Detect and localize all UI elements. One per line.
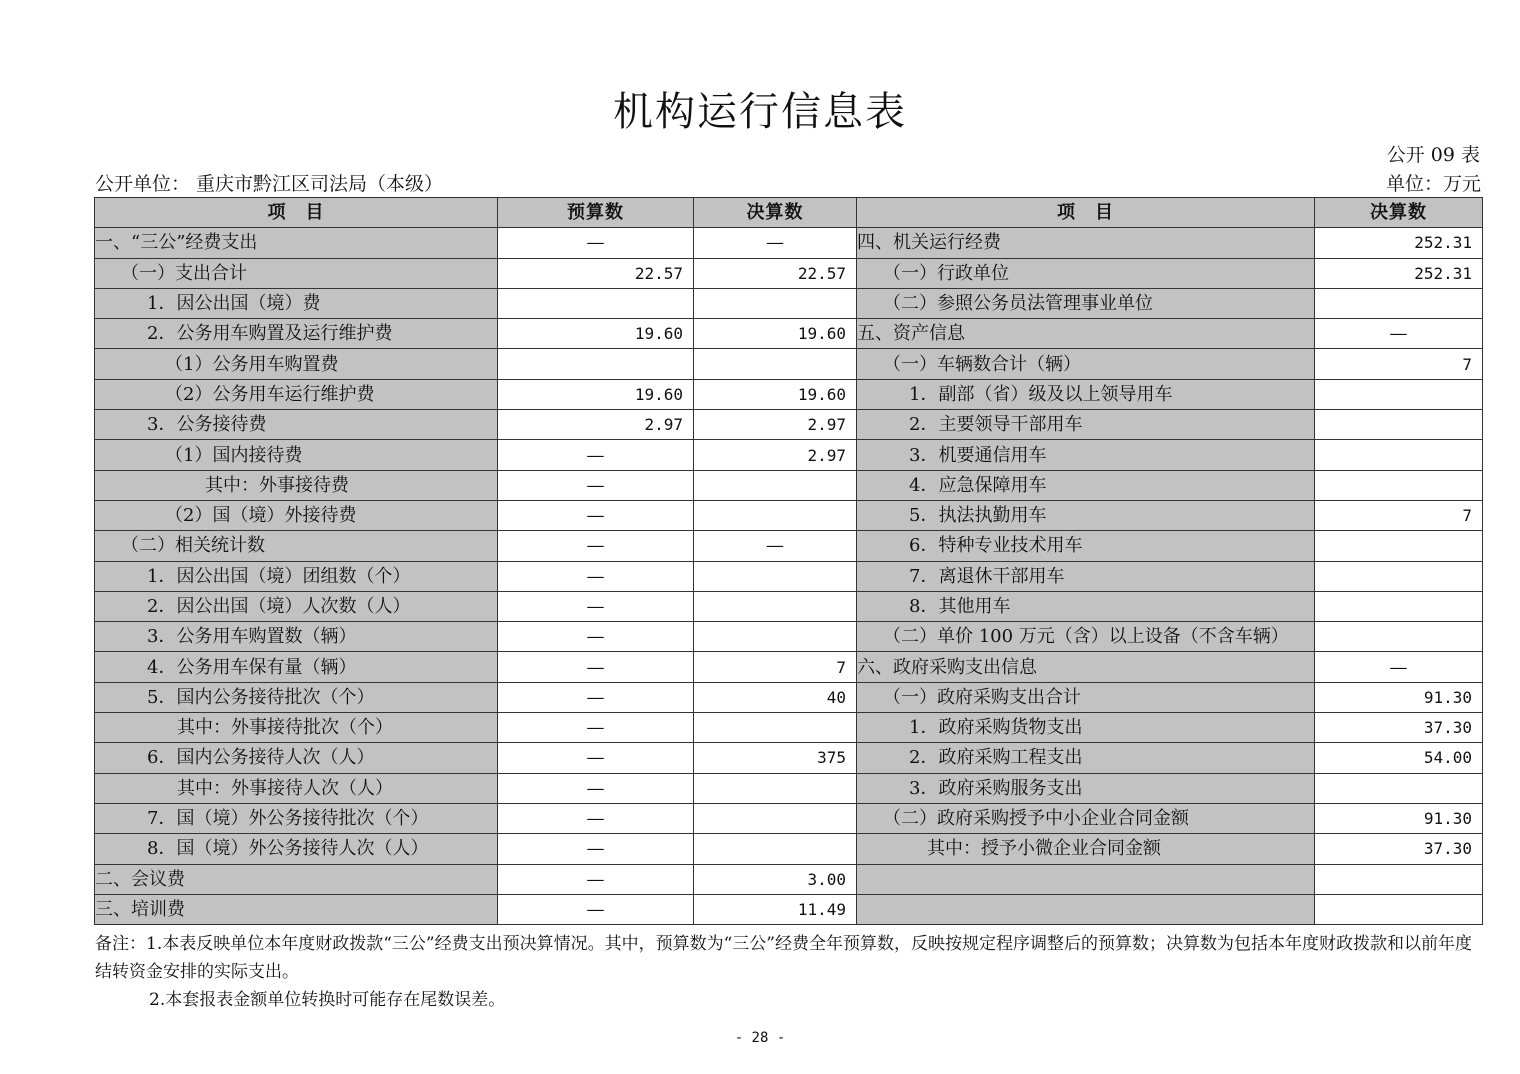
table-row xyxy=(95,773,1483,803)
right-final-value xyxy=(1315,561,1483,591)
right-item-label: 四、机关运行经费 xyxy=(857,228,1315,258)
left-item-label: （2）公务用车运行维护费 xyxy=(95,379,498,409)
right-final-value xyxy=(1315,288,1483,318)
table-row xyxy=(95,622,1483,652)
table-row xyxy=(95,379,1483,409)
right-item-label: 5．执法执勤用车 xyxy=(857,500,1315,530)
right-item-label: （一）车辆数合计（辆） xyxy=(857,349,1315,379)
final-value: 375 xyxy=(694,743,857,773)
right-final-value xyxy=(1315,773,1483,803)
right-item-label: 6．特种专业技术用车 xyxy=(857,531,1315,561)
table-row xyxy=(95,834,1483,864)
note-1: 备注：1.本表反映单位本年度财政拨款“三公”经费支出预决算情况。其中，预算数为“三公”经费全年预算数，反映按规定程序调整后的预算数；决算数为包括本年度财政拨款和以前年度结转资金安排的实际支出。 xyxy=(95,934,1472,982)
table-row xyxy=(95,319,1483,349)
right-item-label: 4．应急保障用车 xyxy=(857,470,1315,500)
notes xyxy=(95,930,1481,1014)
budget-value: — xyxy=(498,440,694,470)
right-item-label: 1．副部（省）级及以上领导用车 xyxy=(857,379,1315,409)
left-item-label: 2．因公出国（境）人次数（人） xyxy=(95,591,498,621)
final-value xyxy=(694,622,857,652)
right-final-value xyxy=(1315,470,1483,500)
left-item-label: 1．因公出国（境）团组数（个） xyxy=(95,561,498,591)
table-row xyxy=(95,440,1483,470)
left-item-label: 1．因公出国（境）费 xyxy=(95,288,498,318)
left-item-label: 7．国（境）外公务接待批次（个） xyxy=(95,803,498,833)
right-final-value xyxy=(1315,622,1483,652)
table-row xyxy=(95,864,1483,894)
right-item-label: 六、政府采购支出信息 xyxy=(857,652,1315,682)
right-final-value xyxy=(1315,894,1483,924)
right-final-value: 7 xyxy=(1315,500,1483,530)
right-final-value: 54.00 xyxy=(1315,743,1483,773)
header-final-right: 决算数 xyxy=(1315,198,1483,228)
page-number: - 28 - xyxy=(734,1030,786,1046)
right-final-value: 37.30 xyxy=(1315,834,1483,864)
budget-value: 19.60 xyxy=(498,379,694,409)
right-item-label: 2．政府采购工程支出 xyxy=(857,743,1315,773)
right-item-label xyxy=(857,864,1315,894)
table-row xyxy=(95,652,1483,682)
right-final-value xyxy=(1315,591,1483,621)
left-item-label: 5．国内公务接待批次（个） xyxy=(95,682,498,712)
right-item-label: （二）参照公务员法管理事业单位 xyxy=(857,288,1315,318)
right-item-label: （一）政府采购支出合计 xyxy=(857,682,1315,712)
final-value: — xyxy=(694,228,857,258)
final-value xyxy=(694,470,857,500)
right-item-label: （二）政府采购授予中小企业合同金额 xyxy=(857,803,1315,833)
right-item-label: 3．政府采购服务支出 xyxy=(857,773,1315,803)
final-value: 40 xyxy=(694,682,857,712)
note-2: 2.本套报表金额单位转换时可能存在尾数误差。 xyxy=(149,990,506,1010)
table-row xyxy=(95,228,1483,258)
budget-value: — xyxy=(498,500,694,530)
final-value: 22.57 xyxy=(694,258,857,288)
table-row xyxy=(95,591,1483,621)
final-value: 2.97 xyxy=(694,440,857,470)
final-value: 19.60 xyxy=(694,319,857,349)
final-value: 11.49 xyxy=(694,894,857,924)
final-value: 2.97 xyxy=(694,410,857,440)
right-final-value: 252.31 xyxy=(1315,258,1483,288)
right-item-label: 8．其他用车 xyxy=(857,591,1315,621)
header-row xyxy=(95,198,1483,228)
budget-value: — xyxy=(498,561,694,591)
table-row xyxy=(95,410,1483,440)
header-item-right: 项 目 xyxy=(857,198,1315,228)
table-row xyxy=(95,743,1483,773)
page-title: 机构运行信息表 xyxy=(613,89,907,135)
right-item-label: 其中：授予小微企业合同金额 xyxy=(857,834,1315,864)
right-item-label: 3．机要通信用车 xyxy=(857,440,1315,470)
budget-value xyxy=(498,349,694,379)
left-item-label: 三、培训费 xyxy=(95,894,498,924)
budget-value xyxy=(498,288,694,318)
table-number: 公开 09 表 xyxy=(1386,144,1480,166)
left-item-label: 一、“三公”经费支出 xyxy=(95,228,498,258)
right-final-value: 91.30 xyxy=(1315,803,1483,833)
right-item-label: 1．政府采购货物支出 xyxy=(857,713,1315,743)
left-item-label: （1）公务用车购置费 xyxy=(95,349,498,379)
left-item-label: 2．公务用车购置及运行维护费 xyxy=(95,319,498,349)
right-item-label: （一）行政单位 xyxy=(857,258,1315,288)
left-item-label: 3．公务接待费 xyxy=(95,410,498,440)
header-budget: 预算数 xyxy=(498,198,694,228)
budget-value: — xyxy=(498,652,694,682)
final-value xyxy=(694,773,857,803)
right-final-value xyxy=(1315,379,1483,409)
currency-unit: 单位：万元 xyxy=(1385,173,1481,195)
budget-value: 22.57 xyxy=(498,258,694,288)
header-final: 决算数 xyxy=(694,198,857,228)
right-final-value xyxy=(1315,531,1483,561)
right-final-value: — xyxy=(1315,652,1483,682)
final-value: — xyxy=(694,531,857,561)
budget-value: — xyxy=(498,682,694,712)
right-final-value: 7 xyxy=(1315,349,1483,379)
left-item-label: （1）国内接待费 xyxy=(95,440,498,470)
final-value xyxy=(694,288,857,318)
left-item-label: 其中：外事接待费 xyxy=(95,470,498,500)
table-row xyxy=(95,470,1483,500)
budget-value: — xyxy=(498,622,694,652)
right-final-value xyxy=(1315,440,1483,470)
reporting-unit: 公开单位： 重庆市黔江区司法局（本级） xyxy=(95,173,444,195)
table-row xyxy=(95,500,1483,530)
final-value xyxy=(694,713,857,743)
unit-row xyxy=(95,169,1481,195)
budget-value: — xyxy=(498,834,694,864)
budget-value: 19.60 xyxy=(498,319,694,349)
left-item-label: 其中：外事接待人次（人） xyxy=(95,773,498,803)
right-final-value xyxy=(1315,410,1483,440)
left-item-label: （2）国（境）外接待费 xyxy=(95,500,498,530)
info-table xyxy=(94,197,1483,925)
budget-value: — xyxy=(498,470,694,500)
left-item-label: （一）支出合计 xyxy=(95,258,498,288)
table-row xyxy=(95,288,1483,318)
table-row xyxy=(95,561,1483,591)
budget-value: — xyxy=(498,743,694,773)
left-item-label: 4．公务用车保有量（辆） xyxy=(95,652,498,682)
right-item-label: 2．主要领导干部用车 xyxy=(857,410,1315,440)
budget-value: — xyxy=(498,803,694,833)
budget-value: — xyxy=(498,713,694,743)
left-item-label: （二）相关统计数 xyxy=(95,531,498,561)
budget-value: 2.97 xyxy=(498,410,694,440)
table-row xyxy=(95,713,1483,743)
final-value xyxy=(694,349,857,379)
final-value xyxy=(694,591,857,621)
right-final-value: 91.30 xyxy=(1315,682,1483,712)
right-final-value xyxy=(1315,864,1483,894)
final-value xyxy=(694,834,857,864)
right-final-value: 252.31 xyxy=(1315,228,1483,258)
left-item-label: 8．国（境）外公务接待人次（人） xyxy=(95,834,498,864)
right-item-label xyxy=(857,894,1315,924)
budget-value: — xyxy=(498,228,694,258)
left-item-label: 6．国内公务接待人次（人） xyxy=(95,743,498,773)
budget-value: — xyxy=(498,591,694,621)
right-item-label: （二）单价 100 万元（含）以上设备（不含车辆） xyxy=(857,622,1315,652)
final-value xyxy=(694,561,857,591)
final-value: 3.00 xyxy=(694,864,857,894)
right-final-value: — xyxy=(1315,319,1483,349)
right-item-label: 五、资产信息 xyxy=(857,319,1315,349)
right-final-value: 37.30 xyxy=(1315,713,1483,743)
left-item-label: 二、会议费 xyxy=(95,864,498,894)
header-item: 项 目 xyxy=(95,198,498,228)
table-row xyxy=(95,803,1483,833)
final-value: 7 xyxy=(694,652,857,682)
table-row xyxy=(95,258,1483,288)
budget-value: — xyxy=(498,773,694,803)
left-item-label: 其中：外事接待批次（个） xyxy=(95,713,498,743)
budget-value: — xyxy=(498,531,694,561)
right-item-label: 7．离退休干部用车 xyxy=(857,561,1315,591)
table-row xyxy=(95,894,1483,924)
final-value xyxy=(694,500,857,530)
table-row xyxy=(95,531,1483,561)
final-value: 19.60 xyxy=(694,379,857,409)
budget-value: — xyxy=(498,894,694,924)
table-row xyxy=(95,349,1483,379)
left-item-label: 3．公务用车购置数（辆） xyxy=(95,622,498,652)
final-value xyxy=(694,803,857,833)
budget-value: — xyxy=(498,864,694,894)
table-row xyxy=(95,682,1483,712)
